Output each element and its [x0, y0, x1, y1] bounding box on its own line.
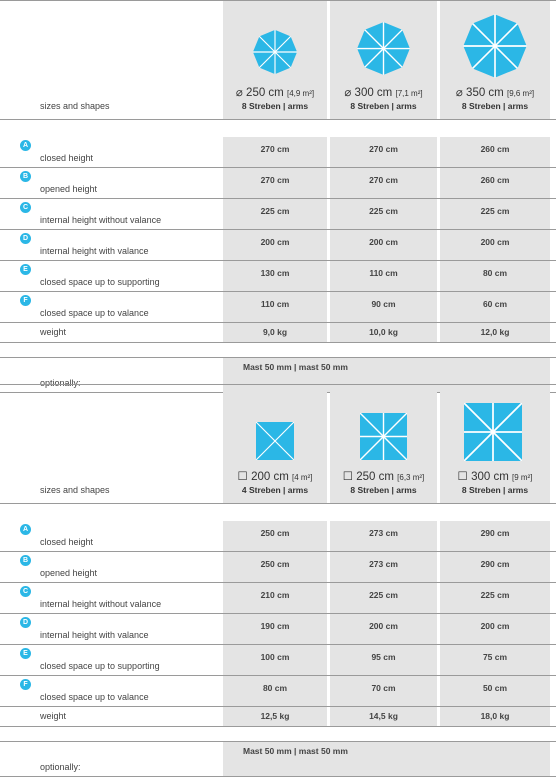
umbrella-octagon-icon: [356, 21, 411, 76]
weight-row: [0, 323, 556, 343]
size-column-1: [223, 385, 327, 503]
cell-value: 210 cm: [260, 590, 290, 600]
size-label: ⌀ 350 cm [9,6 m²]: [455, 87, 535, 99]
cell-value: 75 cm: [482, 652, 508, 662]
cell-value: 12,5 kg: [260, 711, 290, 721]
row-label: internal height with valance: [40, 246, 149, 256]
badge-icon: B: [20, 555, 31, 566]
badge-icon: F: [20, 679, 31, 690]
cell-value: 10,0 kg: [369, 327, 398, 337]
cell-value: 200 cm: [369, 621, 398, 631]
arms-label: 8 Streben | arms: [350, 101, 417, 111]
arms-label: 4 Streben | arms: [241, 485, 309, 495]
table-row: [0, 645, 556, 676]
size-column-1: [223, 1, 327, 119]
cell-value: 250 cm: [260, 559, 290, 569]
optional-label: optionally:: [40, 378, 81, 388]
table-row: [0, 552, 556, 583]
table-row: [0, 168, 556, 199]
cell-value: 225 cm: [480, 206, 510, 216]
cell-value: 250 cm: [260, 528, 290, 538]
table-row: [0, 261, 556, 292]
table-row: [0, 614, 556, 645]
badge-icon: A: [20, 524, 31, 535]
table-row: [0, 199, 556, 230]
arms-label: 8 Streben | arms: [461, 485, 529, 495]
cell-value: 9,0 kg: [262, 327, 288, 337]
cell-value: 273 cm: [369, 559, 398, 569]
cell-value: 290 cm: [480, 559, 510, 569]
optional-value: Mast 50 mm | mast 50 mm: [243, 362, 348, 372]
cell-value: 190 cm: [260, 621, 290, 631]
size-column-2: [330, 1, 437, 119]
cell-value: 260 cm: [480, 175, 510, 185]
cell-value: 270 cm: [369, 175, 398, 185]
cell-value: 200 cm: [260, 237, 290, 247]
badge-icon: A: [20, 140, 31, 151]
umbrella-octagon-icon: [252, 29, 298, 75]
cell-value: 80 cm: [262, 683, 288, 693]
cell-value: 225 cm: [369, 590, 398, 600]
cell-value: 95 cm: [371, 652, 396, 662]
table-row: [0, 137, 556, 168]
row-label: opened height: [40, 184, 98, 194]
arms-label: 8 Streben | arms: [461, 101, 529, 111]
umbrella-octagon-icon: [462, 13, 528, 79]
cell-value: 50 cm: [482, 683, 508, 693]
cell-value: 18,0 kg: [480, 711, 510, 721]
cell-value: 90 cm: [371, 299, 396, 309]
badge-icon: C: [20, 202, 31, 213]
cell-value: 225 cm: [260, 206, 290, 216]
cell-value: 130 cm: [260, 268, 290, 278]
row-label: closed space up to valance: [40, 692, 149, 702]
header-label: sizes and shapes: [40, 485, 110, 495]
size-label: ☐ 200 cm [4 m²]: [237, 471, 313, 483]
badge-icon: D: [20, 233, 31, 244]
row-label: closed space up to valance: [40, 308, 149, 318]
table-header: [0, 0, 556, 120]
row-label: weight: [40, 711, 67, 721]
cell-value: 12,0 kg: [480, 327, 510, 337]
table-row: [0, 583, 556, 614]
cell-value: 110 cm: [260, 299, 290, 309]
cell-value: 270 cm: [260, 175, 290, 185]
umbrella-square-icon: [256, 422, 294, 460]
size-label: ☐ 250 cm [6,3 m²]: [342, 471, 425, 483]
arms-label: 8 Streben | arms: [350, 485, 417, 495]
cell-value: 273 cm: [369, 528, 398, 538]
umbrella-square-icon: [464, 403, 522, 461]
cell-value: 200 cm: [369, 237, 398, 247]
spec-table-square: [0, 384, 556, 777]
badge-icon: C: [20, 586, 31, 597]
arms-label: 8 Streben | arms: [241, 101, 309, 111]
weight-row: [0, 707, 556, 727]
cell-value: 110 cm: [369, 268, 398, 278]
cell-value: 290 cm: [480, 528, 510, 538]
cell-value: 200 cm: [480, 621, 510, 631]
table-header: [0, 384, 556, 504]
cell-value: 200 cm: [480, 237, 510, 247]
badge-icon: E: [20, 264, 31, 275]
row-label: internal height without valance: [40, 599, 162, 609]
cell-value: 60 cm: [482, 299, 508, 309]
optional-row: [0, 741, 556, 777]
badge-icon: B: [20, 171, 31, 182]
cell-value: 70 cm: [371, 683, 396, 693]
row-label: closed space up to supporting: [40, 277, 160, 287]
cell-value: 225 cm: [369, 206, 398, 216]
table-row: [0, 676, 556, 707]
table-row: [0, 230, 556, 261]
size-label: ⌀ 300 cm [7,1 m²]: [344, 87, 423, 99]
row-label: weight: [40, 327, 67, 337]
cell-value: 260 cm: [480, 144, 510, 154]
cell-value: 14,5 kg: [369, 711, 398, 721]
row-label: opened height: [40, 568, 98, 578]
badge-icon: F: [20, 295, 31, 306]
optional-label: optionally:: [40, 762, 81, 772]
table-row: [0, 292, 556, 323]
cell-value: 270 cm: [260, 144, 290, 154]
badge-icon: D: [20, 617, 31, 628]
cell-value: 100 cm: [260, 652, 290, 662]
cell-value: 80 cm: [482, 268, 508, 278]
size-column-3: [440, 385, 550, 503]
header-label: sizes and shapes: [40, 101, 110, 111]
cell-value: 270 cm: [369, 144, 398, 154]
row-label: internal height without valance: [40, 215, 162, 225]
size-label: ☐ 300 cm [9 m²]: [457, 471, 533, 483]
size-column-2: [330, 385, 437, 503]
table-row: [0, 521, 556, 552]
umbrella-square-icon: [360, 413, 407, 460]
row-label: internal height with valance: [40, 630, 149, 640]
row-label: closed height: [40, 153, 94, 163]
row-label: closed height: [40, 537, 94, 547]
row-label: closed space up to supporting: [40, 661, 160, 671]
optional-value: Mast 50 mm | mast 50 mm: [243, 746, 348, 756]
size-column-3: [440, 1, 550, 119]
size-label: ⌀ 250 cm [4,9 m²]: [235, 87, 315, 99]
cell-value: 225 cm: [480, 590, 510, 600]
badge-icon: E: [20, 648, 31, 659]
